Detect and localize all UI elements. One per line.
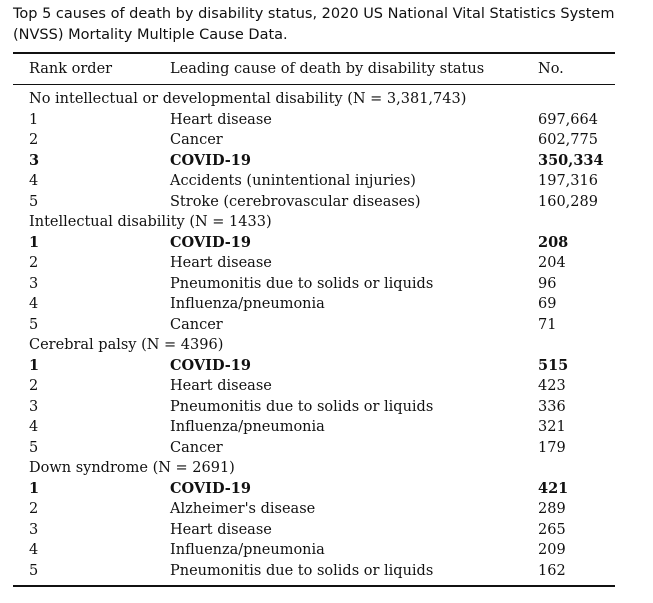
rank-cell: 1	[29, 234, 40, 252]
table-body	[13, 85, 615, 585]
table-row	[13, 397, 615, 418]
count-cell: 289	[538, 501, 566, 518]
table-row	[13, 417, 615, 438]
cause-cell: Cancer	[170, 316, 223, 333]
header-count: No.	[538, 61, 564, 77]
cause-cell: Influenza/pneumonia	[170, 296, 325, 313]
header-cause: Leading cause of death by disability status	[170, 61, 485, 77]
rank-cell: 3	[29, 152, 40, 170]
table-row	[13, 376, 615, 397]
count-cell: 208	[538, 234, 569, 252]
rank-cell: 3	[29, 275, 39, 292]
table-row	[13, 356, 615, 377]
count-cell: 179	[538, 439, 566, 456]
cause-cell: Heart disease	[170, 111, 272, 128]
table-row	[13, 561, 615, 582]
rank-cell: 5	[29, 562, 39, 579]
count-cell: 350,334	[538, 152, 604, 170]
rank-cell: 4	[29, 296, 39, 313]
rank-cell: 4	[29, 173, 39, 190]
cause-cell: COVID-19	[170, 152, 251, 170]
count-cell: 602,775	[538, 132, 598, 149]
rank-cell: 3	[29, 398, 39, 415]
table-row	[13, 294, 615, 315]
data-table	[13, 52, 615, 587]
rank-cell: 3	[29, 521, 39, 538]
count-cell: 321	[538, 419, 566, 436]
rank-cell: 1	[29, 480, 40, 498]
rank-cell: 2	[29, 255, 39, 272]
cause-cell: Influenza/pneumonia	[170, 419, 325, 436]
cause-cell: Pneumonitis due to solids or liquids	[170, 562, 434, 579]
table-row	[13, 315, 615, 336]
table-row	[13, 520, 615, 541]
cause-cell: COVID-19	[170, 357, 251, 375]
table-row	[13, 479, 615, 500]
rank-cell: 4	[29, 419, 39, 436]
cause-cell: Cancer	[170, 439, 223, 456]
rank-cell: 5	[29, 439, 39, 456]
group-title: No intellectual or developmental disability (N = 3,381,743)	[29, 91, 467, 108]
table-header-row	[13, 54, 615, 84]
count-cell: 423	[538, 378, 566, 395]
count-cell: 160,289	[538, 193, 598, 210]
cause-cell: Accidents (unintentional injuries)	[170, 173, 416, 190]
header-rank: Rank order	[29, 61, 113, 77]
rank-cell: 1	[29, 111, 39, 128]
count-cell: 162	[538, 562, 566, 579]
group-title: Intellectual disability (N = 1433)	[29, 214, 272, 231]
cause-cell: Heart disease	[170, 378, 272, 395]
rank-cell: 2	[29, 378, 39, 395]
group-title: Down syndrome (N = 2691)	[29, 460, 235, 477]
table-bottom-rule	[13, 585, 615, 587]
table-row	[13, 438, 615, 459]
table-row	[13, 151, 615, 172]
table-row	[13, 192, 615, 213]
rank-cell: 5	[29, 193, 39, 210]
cause-cell: COVID-19	[170, 234, 251, 252]
count-cell: 265	[538, 521, 566, 538]
cause-cell: Pneumonitis due to solids or liquids	[170, 275, 434, 292]
group-title: Cerebral palsy (N = 4396)	[29, 337, 224, 354]
cause-cell: Alzheimer's disease	[170, 501, 316, 518]
count-cell: 71	[538, 316, 557, 333]
count-cell: 204	[538, 255, 566, 272]
count-cell: 515	[538, 357, 569, 375]
cause-cell: COVID-19	[170, 480, 251, 498]
rank-cell: 4	[29, 542, 39, 559]
count-cell: 336	[538, 398, 566, 415]
rank-cell: 1	[29, 357, 40, 375]
table-row	[13, 171, 615, 192]
table-row	[13, 233, 615, 254]
count-cell: 697,664	[538, 111, 598, 128]
table-row	[13, 540, 615, 561]
count-cell: 96	[538, 275, 557, 292]
cause-cell: Stroke (cerebrovascular diseases)	[170, 193, 421, 210]
table-row	[13, 499, 615, 520]
table-row	[13, 130, 615, 151]
cause-cell: Heart disease	[170, 255, 272, 272]
table-row	[13, 253, 615, 274]
count-cell: 421	[538, 480, 569, 498]
count-cell: 209	[538, 542, 566, 559]
cause-cell: Pneumonitis due to solids or liquids	[170, 398, 434, 415]
rank-cell: 2	[29, 132, 39, 149]
table-row	[13, 274, 615, 295]
table-caption: Top 5 causes of death by disability status, 2020 US National Vital Statistics System (NVSS) Mortality Multiple Cause Data.	[13, 6, 615, 43]
rank-cell: 5	[29, 316, 39, 333]
cause-cell: Heart disease	[170, 521, 272, 538]
rank-cell: 2	[29, 501, 39, 518]
table-row	[13, 110, 615, 131]
cause-cell: Cancer	[170, 132, 223, 149]
count-cell: 69	[538, 296, 557, 313]
count-cell: 197,316	[538, 173, 598, 190]
cause-cell: Influenza/pneumonia	[170, 542, 325, 559]
